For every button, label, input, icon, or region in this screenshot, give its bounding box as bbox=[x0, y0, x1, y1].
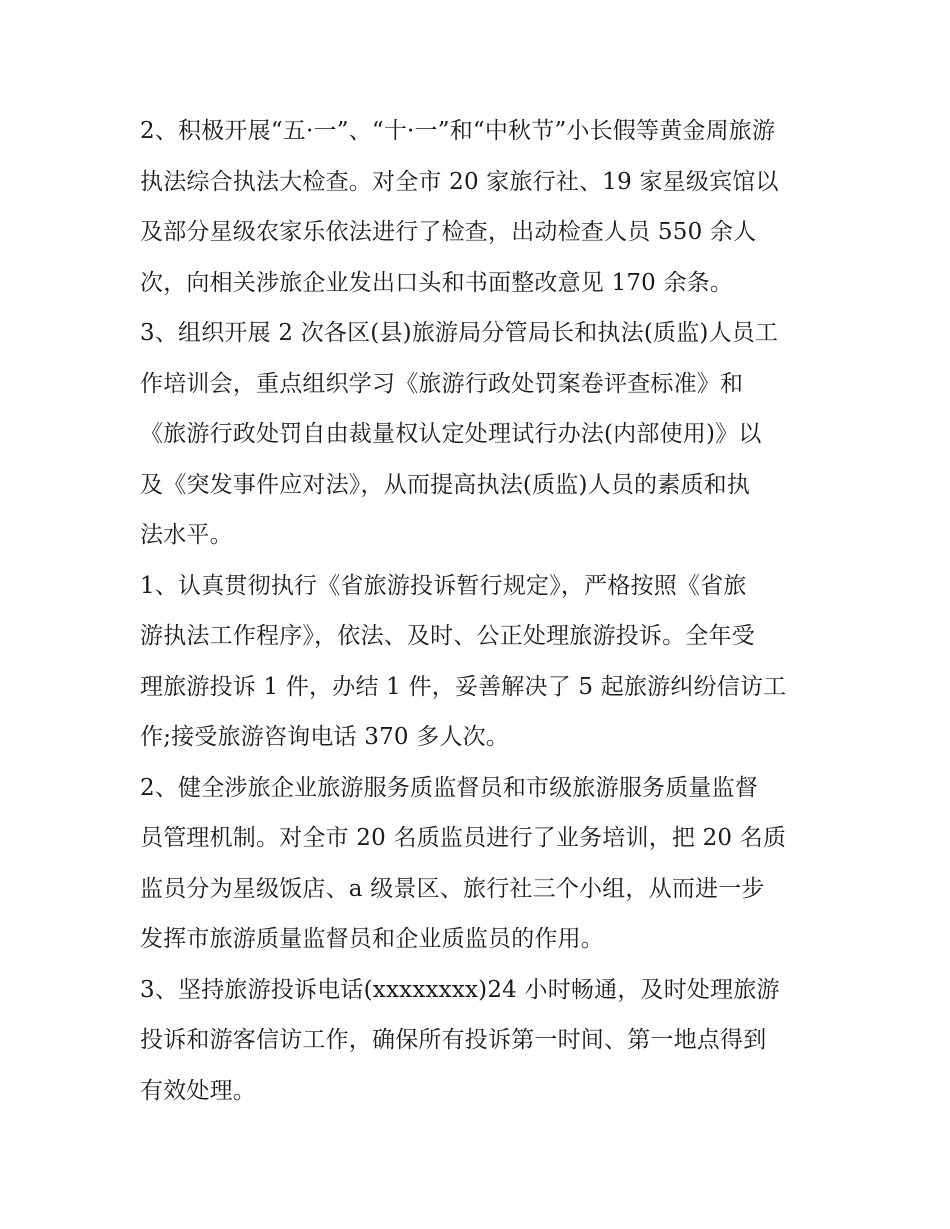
paragraph-5 bbox=[140, 965, 820, 1117]
text-line: 1、认真贯彻执行《省旅游投诉暂行规定》，严格按照《省旅 bbox=[140, 572, 747, 599]
text-line: 执法综合执法大检查。对全市 20 家旅行社、19 家星级宾馆以 bbox=[140, 168, 779, 195]
text-line: 及《突发事件应对法》，从而提高执法(质监)人员的素质和执 bbox=[140, 471, 751, 498]
text-line: 3、坚持旅游投诉电话(xxxxxxxx)24 小时畅通，及时处理旅游 bbox=[140, 976, 780, 1003]
text-line: 理旅游投诉 1 件，办结 1 件，妥善解决了 5 起旅游纠纷信访工 bbox=[140, 673, 787, 700]
document-body bbox=[140, 106, 820, 1116]
paragraph-4 bbox=[140, 763, 820, 965]
text-line: 《旅游行政处罚自由裁量权认定处理试行办法(内部使用)》以 bbox=[140, 421, 762, 447]
text-line: 监员分为星级饭店、a 级景区、旅行社三个小组，从而进一步 bbox=[140, 875, 765, 902]
paragraph-2 bbox=[140, 308, 820, 561]
text-line: 发挥市旅游质量监督员和企业质监员的作用。 bbox=[140, 926, 604, 952]
text-line: 游执法工作程序》，依法、及时、公正处理旅游投诉。全年受 bbox=[140, 623, 755, 649]
text-line: 2、健全涉旅企业旅游服务质监督员和市级旅游服务质量监督 bbox=[140, 774, 759, 801]
text-line: 及部分星级农家乐依法进行了检查，出动检查人员 550 余人 bbox=[140, 219, 757, 245]
text-line: 员管理机制。对全市 20 名质监员进行了业务培训，把 20 名质 bbox=[140, 825, 787, 851]
paragraph-1 bbox=[140, 106, 820, 308]
text-line: 作培训会，重点组织学习《旅游行政处罚案卷评查标准》和 bbox=[140, 370, 744, 397]
text-line: 有效处理。 bbox=[140, 1077, 256, 1104]
text-line: 作;接受旅游咨询电话 370 多人次。 bbox=[140, 724, 510, 750]
text-line: 投诉和游客信访工作，确保所有投诉第一时间、第一地点得到 bbox=[140, 1027, 767, 1053]
text-line: 法水平。 bbox=[140, 522, 233, 548]
paragraph-3 bbox=[140, 561, 820, 763]
text-line: 次，向相关涉旅企业发出口头和书面整改意见 170 余条。 bbox=[140, 269, 734, 296]
text-line: 2、积极开展“五·一”、“十·一”和“中秋节”小长假等黄金周旅游 bbox=[140, 118, 776, 144]
text-line: 3、组织开展 2 次各区(县)旅游局分管局长和执法(质监)人员工 bbox=[140, 320, 779, 346]
